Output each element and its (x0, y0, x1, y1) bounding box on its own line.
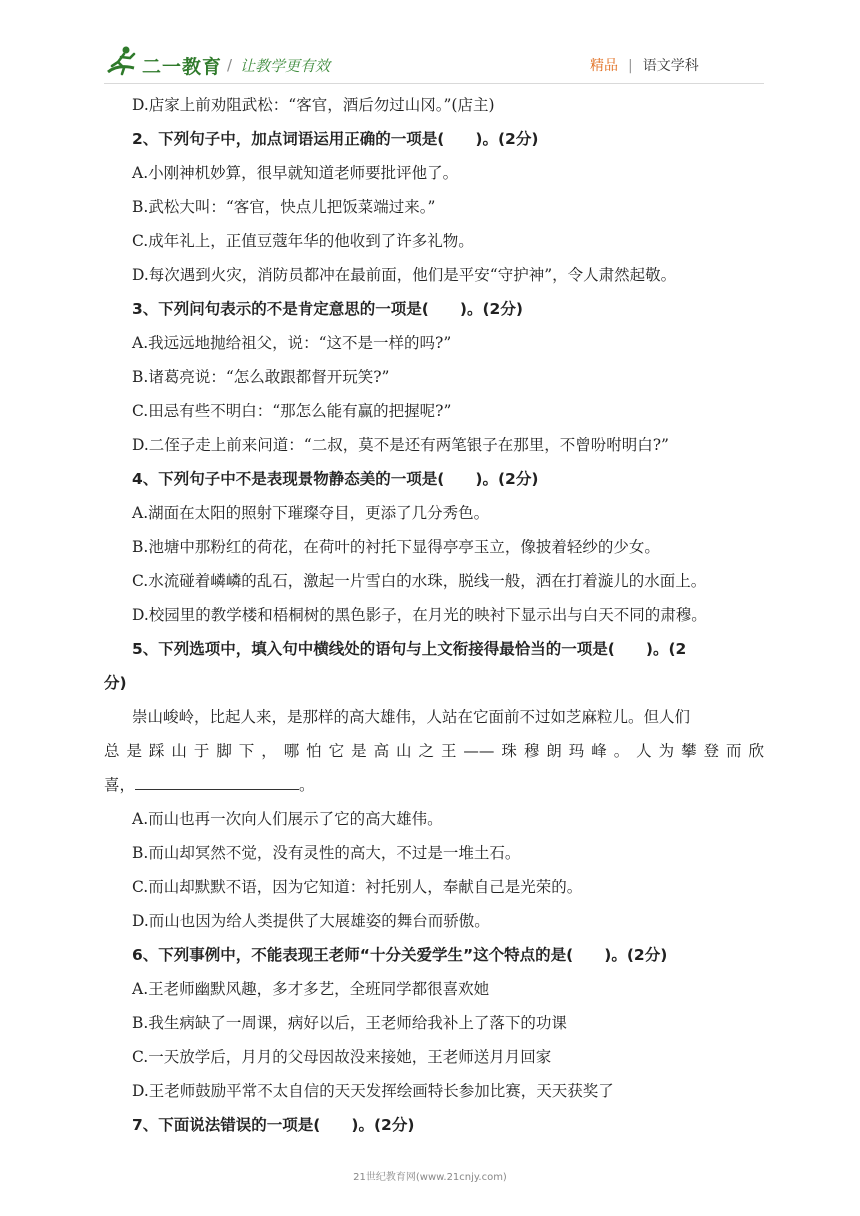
answer-option: D.王老师鼓励平常不太自信的天天发挥绘画特长参加比赛，天天获奖了 (132, 1082, 614, 1100)
answer-option: D.店家上前劝阻武松：“客官，酒后勿过山冈。”(店主) (132, 96, 495, 114)
header-tags (590, 55, 699, 75)
answer-option: B.池塘中那粉红的荷花，在荷叶的衬托下显得亭亭玉立，像披着轻纱的少女。 (132, 538, 660, 556)
slogan-separator: / (227, 56, 233, 74)
tag-separator: | (628, 58, 633, 74)
answer-option: D.每次遇到火灾，消防员都冲在最前面，他们是平安“守护神”，令人肃然起敬。 (132, 266, 677, 284)
subject-label: 语文学科 (642, 58, 699, 74)
page-header (0, 0, 860, 90)
answer-option: B.而山却冥然不觉，没有灵性的高大，不过是一堆土石。 (132, 844, 521, 862)
answer-option: B.我生病缺了一周课，病好以后，王老师给我补上了落下的功课 (132, 1014, 567, 1032)
question-stem: 2、下列句子中，加点词语运用正确的一项是( )。(2分) (132, 130, 539, 148)
page-footer: 21世纪教育网(www.21cnjy.com) (353, 1172, 507, 1183)
passage-line: 崇山峻岭，比起人来，是那样的高大雄伟，人站在它面前不过如芝麻粒儿。但人们 (132, 708, 691, 726)
passage-line: 总是踩山于脚下，哪怕它是高山之王——珠穆朗玛峰。人为攀登而欣 (104, 742, 764, 760)
answer-option: A.我远远地抛给祖父，说：“这不是一样的吗?” (132, 334, 452, 352)
premium-tag: 精品 (590, 58, 618, 74)
passage-line (104, 768, 764, 802)
logo (104, 44, 244, 78)
answer-option: B.诸葛亮说：“怎么敢跟都督开玩笑?” (132, 368, 390, 386)
answer-option: C.田忌有些不明白：“那怎么能有赢的把握呢?” (132, 402, 452, 420)
answer-option: D.校园里的教学楼和梧桐树的黑色影子，在月光的映衬下显示出与白天不同的肃穆。 (132, 606, 707, 624)
header-divider (104, 83, 764, 84)
question-stem: 6、下列事例中，不能表现王老师“十分关爱学生”这个特点的是( )。(2分) (132, 946, 668, 964)
answer-option: D.二侄子走上前来问道：“二叔，莫不是还有两笔银子在那里，不曾吩咐明白?” (132, 436, 669, 454)
question-stem: 7、下面说法错误的一项是( )。(2分) (132, 1116, 415, 1134)
runner-logo-icon (104, 44, 142, 78)
answer-option: B.武松大叫：“客官，快点儿把饭菜端过来。” (132, 198, 436, 216)
answer-option: A.小刚神机妙算，很早就知道老师要批评他了。 (132, 164, 459, 182)
passage-punct: 。 (299, 776, 315, 794)
answer-option: C.而山却默默不语，因为它知道：衬托别人，奉献自己是光荣的。 (132, 878, 583, 896)
passage-text: 喜， (104, 776, 136, 794)
answer-option: A.王老师幽默风趣，多才多艺，全班同学都很喜欢她 (132, 980, 490, 998)
question-stem: 4、下列句子中不是表现景物静态美的一项是( )。(2分) (132, 470, 539, 488)
document-body (104, 88, 764, 1142)
answer-option: C.一天放学后，月月的父母因故没来接她，王老师送月月回家 (132, 1048, 552, 1066)
question-stem: 3、下列问句表示的不是肯定意思的一项是( )。(2分) (132, 300, 523, 318)
fill-blank-line (135, 771, 299, 790)
slogan: 让教学更有效 (240, 57, 331, 75)
logo-text: 二一教育 (142, 56, 223, 78)
answer-option: A.湖面在太阳的照射下璀璨夺目，更添了几分秀色。 (132, 504, 490, 522)
question-stem: 5、下列选项中，填入句中横线处的语句与上文衔接得最恰当的一项是( )。(2 (132, 640, 687, 658)
question-stem-continued: 分) (104, 674, 127, 692)
answer-option: C.成年礼上，正值豆蔻年华的他收到了许多礼物。 (132, 232, 474, 250)
answer-option: D.而山也因为给人类提供了大展雄姿的舞台而骄傲。 (132, 912, 490, 930)
answer-option: C.水流碰着嶙嶙的乱石，激起一片雪白的水珠，脱线一般，洒在打着漩儿的水面上。 (132, 572, 707, 590)
answer-option: A.而山也再一次向人们展示了它的高大雄伟。 (132, 810, 443, 828)
